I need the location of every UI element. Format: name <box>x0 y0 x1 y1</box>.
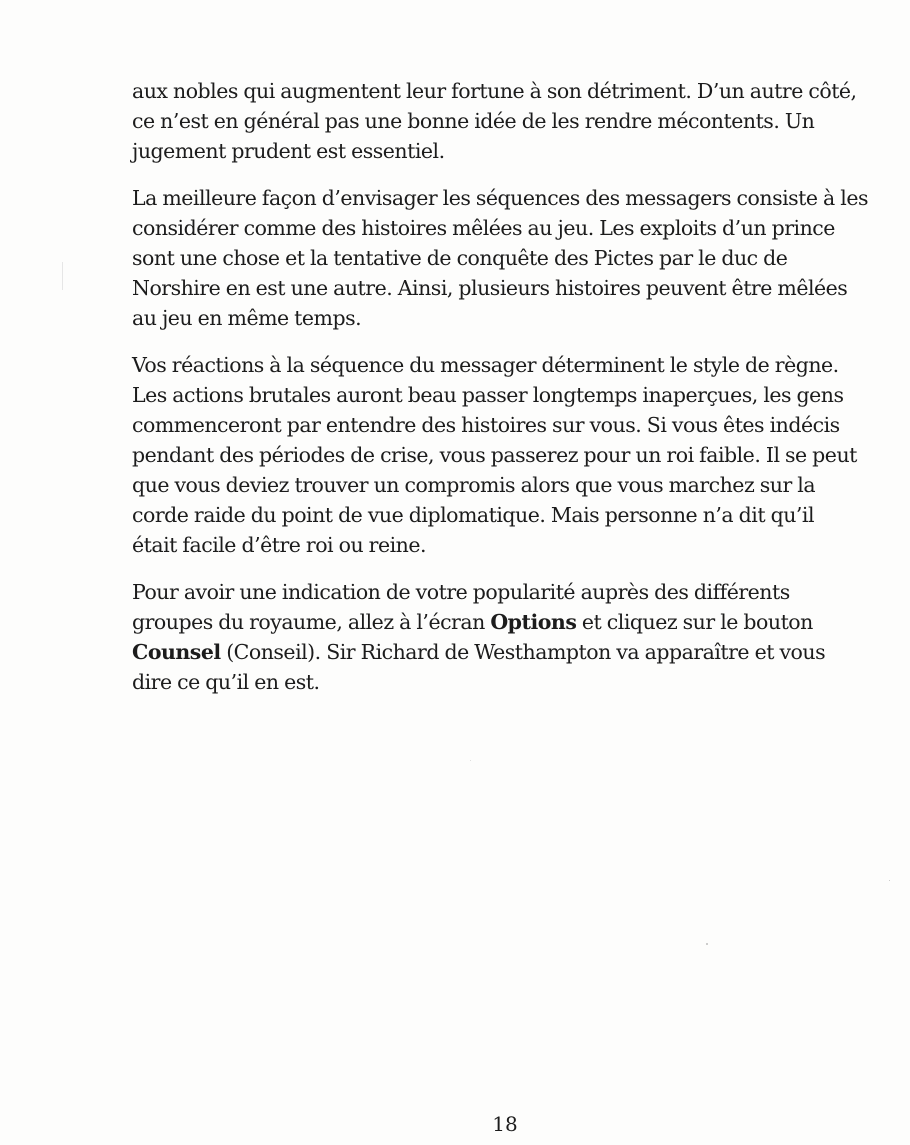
text-segment: aux nobles qui augmentent leur fortune à son détriment. D’un autre côté, <box>132 79 857 103</box>
scan-edge-mark <box>62 262 63 290</box>
paragraph-1 <box>132 76 900 166</box>
text-segment: pendant des périodes de crise, vous passerez pour un roi faible. Il se peut <box>132 443 857 467</box>
page-number: 18 <box>492 1112 518 1136</box>
text-segment: groupes du royaume, allez à l’écran <box>132 610 491 634</box>
text-line <box>132 136 900 166</box>
body-text <box>132 76 900 714</box>
text-segment: jugement prudent est essentiel. <box>132 139 445 163</box>
text-segment: ce n’est en général pas une bonne idée de les rendre mécontents. Un <box>132 109 815 133</box>
text-line <box>132 273 900 303</box>
text-segment: Pour avoir une indication de votre popularité auprès des différents <box>132 580 790 604</box>
text-segment: La meilleure façon d’envisager les séquences des messagers consiste à les <box>132 186 869 210</box>
text-segment: Norshire en est une autre. Ainsi, plusieurs histoires peuvent être mêlées <box>132 276 848 300</box>
paragraph-3 <box>132 350 900 560</box>
text-segment: était facile d’être roi ou reine. <box>132 533 427 557</box>
text-segment: considérer comme des histoires mêlées au jeu. Les exploits d’un prince <box>132 216 835 240</box>
text-line <box>132 380 900 410</box>
text-line <box>132 667 900 697</box>
paragraph-4 <box>132 577 900 697</box>
text-line <box>132 500 900 530</box>
text-line <box>132 637 900 667</box>
text-line <box>132 577 900 607</box>
text-line <box>132 303 900 333</box>
text-segment: corde raide du point de vue diplomatique. Mais personne n’a dit qu’il <box>132 503 815 527</box>
text-line <box>132 106 900 136</box>
text-line <box>132 410 900 440</box>
text-line <box>132 183 900 213</box>
text-segment: Les actions brutales auront beau passer longtemps inaperçues, les gens <box>132 383 844 407</box>
emphasized-term: Options <box>490 610 577 634</box>
text-line <box>132 440 900 470</box>
text-segment: et cliquez sur le bouton <box>576 610 813 634</box>
text-line <box>132 470 900 500</box>
text-segment: commenceront par entendre des histoires sur vous. Si vous êtes indécis <box>132 413 840 437</box>
text-line <box>132 76 900 106</box>
emphasized-term: Counsel <box>132 640 221 664</box>
text-line <box>132 530 900 560</box>
scan-speck <box>470 760 471 761</box>
text-segment: dire ce qu’il en est. <box>132 670 320 694</box>
scan-speck <box>706 943 708 945</box>
text-line <box>132 213 900 243</box>
scan-speck <box>889 880 890 881</box>
text-line <box>132 350 900 380</box>
text-segment: Vos réactions à la séquence du messager déterminent le style de règne. <box>132 353 839 377</box>
paragraph-2 <box>132 183 900 333</box>
text-line <box>132 243 900 273</box>
text-segment: (Conseil). Sir Richard de Westhampton va apparaître et vous <box>220 640 826 664</box>
text-segment: sont une chose et la tentative de conquête des Pictes par le duc de <box>132 246 788 270</box>
text-segment: au jeu en même temps. <box>132 306 362 330</box>
text-segment: que vous deviez trouver un compromis alors que vous marchez sur la <box>132 473 816 497</box>
text-line <box>132 607 900 637</box>
